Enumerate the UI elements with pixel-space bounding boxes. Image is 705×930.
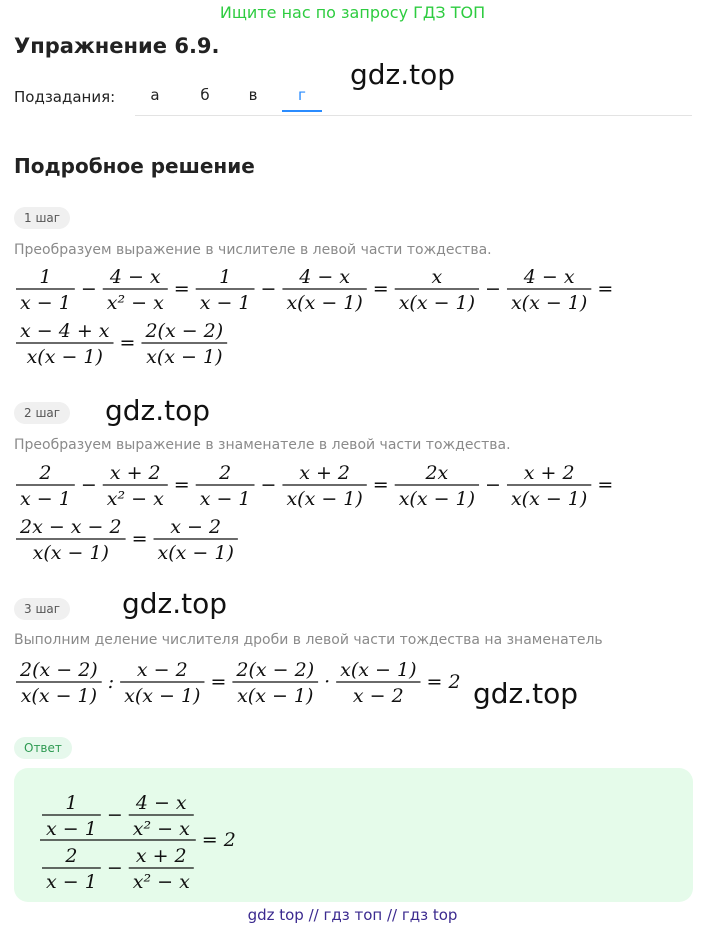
watermark: gdz.top: [105, 394, 211, 427]
fraction-denominator: x(x − 1): [20, 685, 98, 707]
fraction-denominator: x(x − 1): [157, 542, 234, 564]
operator: =: [372, 278, 389, 300]
fraction-denominator: x(x − 1): [237, 685, 314, 707]
formula-step3: [16, 659, 461, 707]
operator: −: [80, 278, 97, 300]
operator: =: [597, 278, 614, 300]
page-title: Упражнение 6.9.: [14, 34, 220, 58]
step-badge-2: 2 шаг: [14, 402, 70, 424]
fraction-numerator: 4 − x: [135, 792, 187, 814]
fraction-numerator: x + 2: [523, 462, 575, 484]
fraction-denominator: x(x − 1): [398, 488, 476, 510]
fraction-numerator: x + 2: [109, 462, 161, 484]
fraction-numerator: 2(x − 2): [145, 320, 224, 342]
fraction-numerator: 4 − x: [299, 266, 351, 288]
fraction-denominator: x − 2: [352, 685, 404, 707]
formula-step2-row1: [16, 462, 613, 510]
tab-g[interactable]: г: [282, 86, 322, 112]
fraction-denominator: x(x − 1): [124, 685, 201, 707]
fraction-numerator: 2: [219, 462, 232, 484]
fraction-denominator: x − 1: [199, 292, 251, 314]
fraction-denominator: x − 1: [199, 488, 251, 510]
fraction-numerator: 2x: [425, 462, 449, 484]
fraction-numerator: x: [431, 266, 443, 288]
fraction-denominator: x² − x: [106, 488, 164, 510]
subtasks-label: Подзадания:: [14, 88, 116, 106]
fraction-denominator: x(x − 1): [510, 488, 588, 510]
fraction-denominator: x(x − 1): [510, 292, 588, 314]
fraction-denominator: x − 1: [46, 818, 97, 840]
fraction-numerator: 4 − x: [109, 266, 161, 288]
step-desc-1: Преобразуем выражение в числителе в левой части тождества.: [14, 242, 492, 258]
watermark: gdz.top: [122, 587, 228, 620]
operator: −: [106, 857, 123, 879]
fraction-denominator: x(x − 1): [286, 488, 363, 510]
watermark: gdz.top: [350, 58, 456, 91]
search-banner[interactable]: Ищите нас по запросу ГДЗ ТОП: [219, 3, 486, 22]
tab-b[interactable]: б: [200, 86, 210, 104]
fraction-numerator: 2(x − 2): [236, 659, 315, 681]
fraction-numerator: 1: [39, 266, 52, 288]
operator: −: [106, 804, 123, 826]
fraction-numerator: 4 − x: [523, 266, 575, 288]
fraction-numerator: 2x − x − 2: [20, 516, 122, 538]
operator: ·: [324, 671, 331, 693]
formula-step2-row2: [16, 516, 238, 564]
operator: −: [485, 278, 501, 300]
step-badge-3: 3 шаг: [14, 598, 70, 620]
fraction-numerator: x + 2: [135, 845, 187, 867]
step-desc-3: Выполним деление числителя дроби в левой части тождества на знаменатель: [14, 632, 603, 648]
fraction-numerator: x + 2: [299, 462, 351, 484]
fraction-denominator: x(x − 1): [32, 542, 109, 564]
operator: =: [131, 528, 148, 550]
fraction-numerator: x(x − 1): [340, 659, 417, 681]
fraction-denominator: x − 1: [46, 871, 97, 893]
fraction-denominator: x² − x: [132, 871, 190, 893]
fraction-denominator: x² − x: [106, 292, 164, 314]
answer-badge: Ответ: [14, 737, 72, 759]
fraction-numerator: 2: [65, 845, 78, 867]
footer-links[interactable]: gdz top // гдз топ // гдз top: [247, 906, 458, 924]
fraction-denominator: x(x − 1): [26, 346, 103, 368]
operator: −: [485, 474, 501, 496]
fraction-numerator: x − 2: [136, 659, 188, 681]
fraction-denominator: x(x − 1): [146, 346, 223, 368]
operator: =: [173, 278, 190, 300]
operator: −: [80, 474, 97, 496]
operator: =: [173, 474, 190, 496]
operator: =: [210, 671, 227, 693]
fraction-denominator: x − 1: [20, 488, 71, 510]
fraction-numerator: 2(x − 2): [20, 659, 98, 681]
fraction-denominator: x² − x: [132, 818, 190, 840]
watermark: gdz.top: [473, 677, 579, 710]
answer-rhs: = 2: [201, 829, 236, 851]
fraction-numerator: 2: [39, 462, 52, 484]
fraction-numerator: 1: [219, 266, 232, 288]
section-title: Подробное решение: [14, 154, 255, 178]
formula-step1-row1: [16, 266, 613, 314]
operator: −: [260, 278, 277, 300]
fraction-numerator: x − 4 + x: [20, 320, 110, 342]
step-badge-1: 1 шаг: [14, 207, 70, 229]
operator: −: [260, 474, 277, 496]
operator: = 2: [426, 671, 461, 693]
fraction-denominator: x − 1: [20, 292, 71, 314]
operator: =: [119, 332, 136, 354]
tab-v[interactable]: в: [248, 86, 258, 104]
fraction-denominator: x(x − 1): [398, 292, 476, 314]
operator: =: [597, 474, 614, 496]
formula-step1-row2: [16, 320, 227, 368]
step-desc-2: Преобразуем выражение в знаменателе в левой части тождества.: [14, 437, 511, 453]
fraction-numerator: 1: [65, 792, 78, 814]
fraction-denominator: x(x − 1): [286, 292, 363, 314]
operator: =: [372, 474, 389, 496]
operator: :: [107, 671, 115, 693]
formula-answer: [40, 792, 236, 893]
tab-a[interactable]: а: [150, 86, 160, 104]
fraction-numerator: x − 2: [170, 516, 222, 538]
